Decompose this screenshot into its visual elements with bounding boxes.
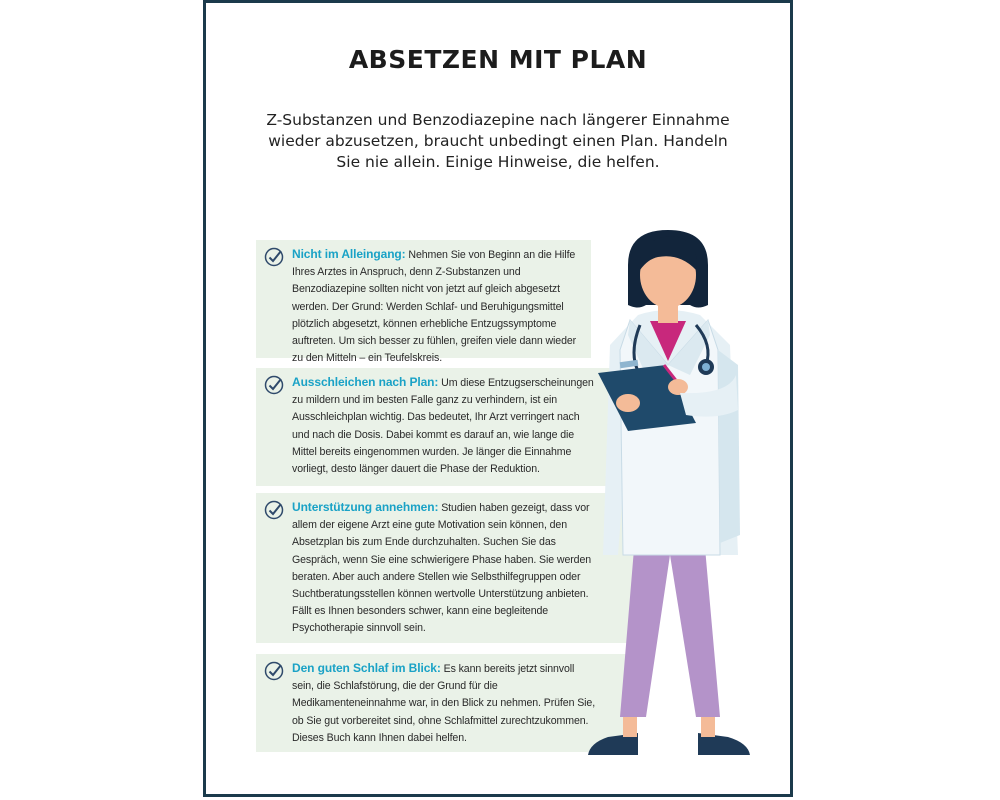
tip-heading-2: Ausschleichen nach Plan:	[292, 375, 439, 389]
tip-text-3: Studien haben gezeigt, dass vor allem der eigene Arzt eine gute Motivation sein können, den Absetzplan bis zum Ende durchzuhalten. Suchen Sie das Gespräch, wenn Sie eine schwierigere Phase haben. Sie werden beraten. Aber auch andere Stellen wie Selbsthilfegruppen oder Suchtberatungsstellen können wertvolle Unterstützung anbieten. Fällt es Ihnen besonders schwer, kann eine begleitende Psychotherapie sinnvoll sein.	[292, 502, 592, 635]
page-title: ABSETZEN MIT PLAN	[348, 45, 648, 74]
tip-paragraph-2	[292, 374, 596, 478]
tip-paragraph-4	[292, 660, 596, 747]
tip-heading-3: Unterstützung annehmen:	[292, 500, 439, 514]
tip-text-2: Um diese Entzugserscheinungen zu mildern und im besten Falle ganz zu verhindern, ist ein Ausschleichplan wichtig. Das bedeutet, Ihr Arzt verringert nach und nach die Dosis. Dabei kommt es darauf an, wie lange die Mittel bereits eingenommen wurden. Je länger die Einnahme vorliegt, desto länger dauert die Phase der Reduktion.	[292, 377, 594, 476]
tip-heading-4: Den guten Schlaf im Blick:	[292, 661, 441, 675]
tip-heading-1: Nicht im Alleingang:	[292, 247, 406, 261]
checkmark-circle-icon	[264, 661, 284, 681]
checkmark-circle-icon	[264, 247, 284, 267]
intro-text: Z-Substanzen und Benzodiazepine nach längerer Einnahme wieder abzusetzen, braucht unbedingt einen Plan. Handeln Sie nie allein. Einige Hinweise, die helfen.	[266, 111, 730, 171]
tip-box-1	[256, 240, 591, 365]
tip-paragraph-1	[292, 246, 581, 367]
doctor-illustration	[568, 225, 768, 760]
checkmark-circle-icon	[264, 375, 284, 395]
checkmark-circle-icon	[264, 500, 284, 520]
tip-paragraph-3	[292, 499, 596, 638]
tip-text-4: Es kann bereits jetzt sinnvoll sein, die Schlafstörung, die der Grund für die Medikamenteneinnahme war, in den Blick zu nehmen. Prüfen Sie, ob Sie gut vorbereitet sind, ohne Schlafmittel zurechtzukommen. Dieses Buch kann Ihnen dabei helfen.	[292, 663, 596, 744]
book-page	[203, 0, 793, 797]
tip-text-1: Nehmen Sie von Beginn an die Hilfe Ihres Arztes in Anspruch, denn Z-Substanzen und Benzodiazepine sollten nicht von jetzt auf gleich abgesetzt werden. Der Grund: Werden Schlaf- und Beruhigungsmittel plötzlich abgesetzt, können erhebliche Entzugssymptome auftreten. Um sich besser zu fühlen, greifen viele dann wieder zu den Mitteln – ein Teufelskreis.	[292, 249, 577, 365]
